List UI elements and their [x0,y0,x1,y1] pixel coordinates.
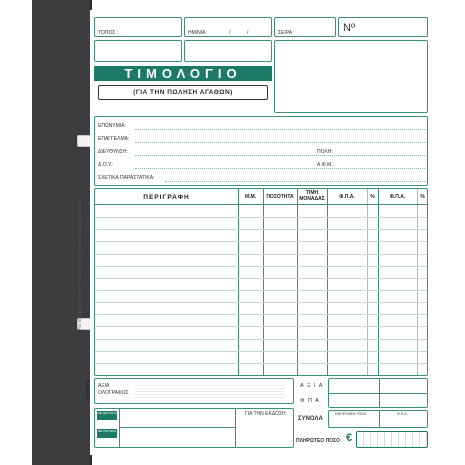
series-label: ΣΕΙΡΑ : [278,30,295,36]
customer-vat-label: Α.Φ.Μ.: [317,162,335,168]
document-title: ΤΙΜΟΛΟΓΙΟ [94,66,272,81]
amount-words-label: ΑΞΙΑ [98,383,110,389]
issuer-stamp-area [274,40,428,113]
amount-words-lines [135,385,285,399]
table-row-line [95,229,427,230]
table-row-line [95,241,427,242]
number-label: Nº [343,22,355,34]
table-row-line [95,266,427,267]
payable-label: ΠΛΗΡΩΤΕΟ ΠΟΣΟ [296,438,340,444]
amount-words-label-2: ΟΛΟΓΡΑΦΩΣ [98,390,129,396]
col-unit-header: Μ.Μ. [244,194,257,200]
blank-field-middle[interactable] [184,40,272,62]
side-vertical-note: P92 ΤΕΛΟΣ ΧΑΡΤΟΣΗΜΟΥ ΤΙΜΟΛΟΓΙΟ (ΓΙΑ ΤΗΝ ΠΩΛΗΣΗ ΑΓΑΘΩΝ) ΣΤΕΛΕΧΟΣ [78,199,82,330]
col-description-header: ΠΕΡΙΓΡΑΦΗ [143,194,190,201]
customer-block [94,116,428,186]
table-row-line [95,217,427,218]
col-vat2-header: Φ.Π.Α. [389,194,406,200]
totals-label: ΣΥΝΟΛΑ [298,416,323,422]
issue-label: ΓΙΑ ΤΗΝ ΕΚΔΟΣΗ [245,411,286,417]
customer-name-label: ΕΠΩΝΥΜΙΑ: [98,123,126,129]
brand-label: ΤΥΠΟΤΕΚ [85,380,90,400]
totals-box[interactable] [328,410,428,428]
date-box[interactable] [184,17,272,37]
totals-value-box[interactable] [328,378,428,408]
table-row-line [95,339,427,340]
table-row-line [95,326,427,327]
related-documents-label: ΣΧΕΤΙΚΑ ΠΑΡΑΣΤΑΤΙΚΑ: [98,175,155,181]
table-row-line [95,351,427,352]
table-row-line [95,254,427,255]
col-unit-price-header: ΤΙΜΗ ΜΟΝΑΔΑΣ [299,190,325,202]
table-row-line [95,363,427,364]
date-label: ΗΜ/ΝΙΑ [188,30,206,36]
customer-tax-office-label: Δ.Ο.Υ.: [98,162,114,168]
place-label: ΤΟΠΟΣ : [98,30,119,36]
items-table [94,188,428,376]
euro-icon: € [346,432,353,444]
customer-address-label: ΔΙΕΥΘΥΝΣΗ: [98,149,128,155]
table-row-line [95,302,427,303]
col-vat-percent-header: % [370,194,375,200]
invoice-sheet [90,10,433,455]
customer-city-label: ΠΟΛΗ: [317,149,333,155]
col-vat-header: Φ.Π.Α. [339,194,355,200]
issuance-box [94,408,294,448]
place-box[interactable] [94,17,182,37]
document-subtitle: (ΓΙΑ ΤΗΝ ΠΩΛΗΣΗ ΑΓΑΘΩΝ) [98,85,268,100]
table-row-line [95,278,427,279]
credit-tag: ΜΕ ΠΙΣΤΩΣΗ [97,429,117,438]
blank-field-left[interactable] [94,40,182,62]
date-separator: / [247,30,249,36]
value-label: Α Ξ Ι Α [300,383,324,389]
previous-balance-label: ΕΜΠΡΟΘΕΝ ΥΠΟΛ. [335,412,368,416]
date-separator: / [229,30,231,36]
payable-amount-box[interactable] [356,431,428,448]
vat-small-label: Φ.Π.Α. [397,412,408,416]
customer-profession-label: ΕΠΑΓΓΕΛΜΑ: [98,136,130,142]
series-box[interactable] [274,17,336,37]
table-row-line [95,314,427,315]
table-row-line [95,290,427,291]
col-quantity-header: ΠΟΣΟΤΗΤΑ [266,194,294,200]
amount-in-words-box[interactable] [94,378,294,404]
col-vat2-percent-header: % [420,194,425,200]
number-box[interactable] [338,17,428,37]
vat-total-label: Φ Π Α [300,398,320,404]
cash-tag: ΜΕ ΜΕΤΡΗΤΑ [97,411,117,420]
